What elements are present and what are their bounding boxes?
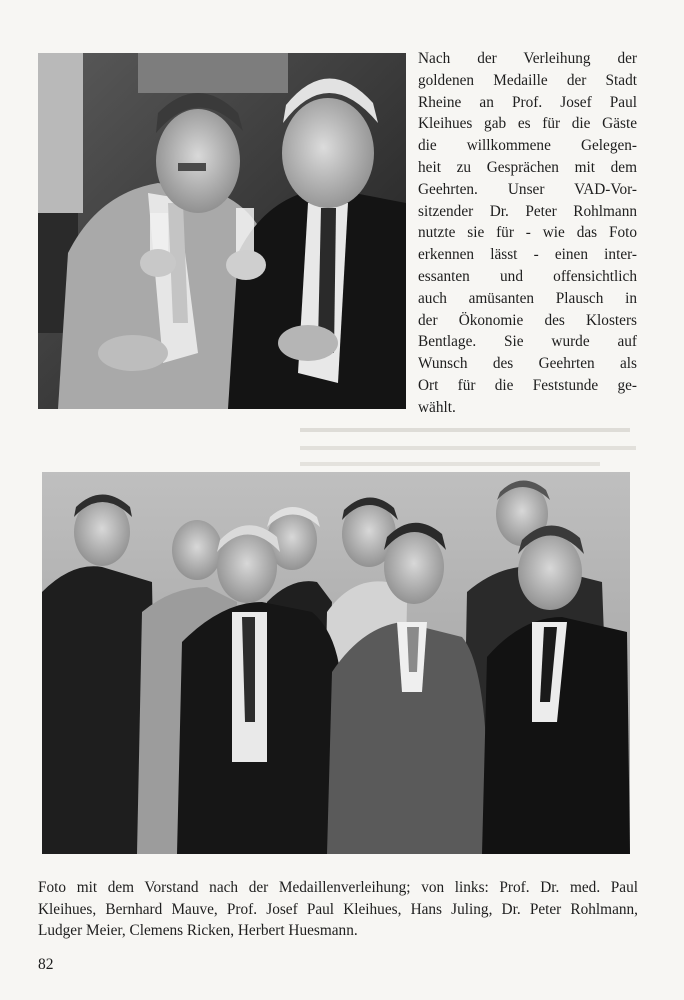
show-through-texture [300, 420, 640, 470]
article-line: erkennen lässt - einen inter- [418, 246, 637, 264]
article-line: Wunsch des Geehrten als [418, 355, 637, 373]
article-line: Geehrten. Unser VAD-Vor- [418, 180, 637, 198]
page-number: 82 [38, 956, 54, 973]
show-through-lines [300, 420, 640, 470]
photo-group-image [42, 472, 630, 854]
article-line: wählt. [418, 398, 456, 416]
article-line: nutzte sie für - wie das Foto [418, 224, 637, 242]
article-line: sitzender Dr. Peter Rohlmann [418, 202, 637, 220]
article-text [418, 48, 637, 419]
photo-conversation [38, 53, 406, 409]
article-line: Nach der Verleihung der [418, 50, 637, 67]
photo-group [42, 472, 630, 854]
caption-line: Kleihues, Bernhard Mauve, Prof. Josef Paul Kleihues, Hans Juling, Dr. Peter Rohlmann, [38, 900, 638, 918]
article-line: Rheine an Prof. Josef Paul [418, 93, 637, 111]
caption-line: Foto mit dem Vorstand nach der Medaillenverleihung; von links: Prof. Dr. med. Paul [38, 879, 638, 896]
article-line: essanten und offensichtlich [418, 267, 637, 285]
caption-line: Ludger Meier, Clemens Ricken, Herbert Huesmann. [38, 922, 358, 940]
photo-conversation-image [38, 53, 406, 409]
article-line: der Ökonomie des Klosters [418, 311, 637, 329]
article-line: heit zu Gesprächen mit dem [418, 158, 637, 176]
photo-caption [38, 877, 638, 942]
article-line: Bentlage. Sie wurde auf [418, 333, 637, 351]
article-line: Ort für die Feststunde ge- [418, 376, 637, 394]
article-paragraph [418, 48, 637, 419]
article-line: die willkommene Gelegen- [418, 137, 637, 155]
article-line: Kleihues gab es für die Gäste [418, 115, 637, 133]
article-line: auch amüsanten Plausch in [418, 289, 637, 307]
article-line: goldenen Medaille der Stadt [418, 71, 637, 89]
